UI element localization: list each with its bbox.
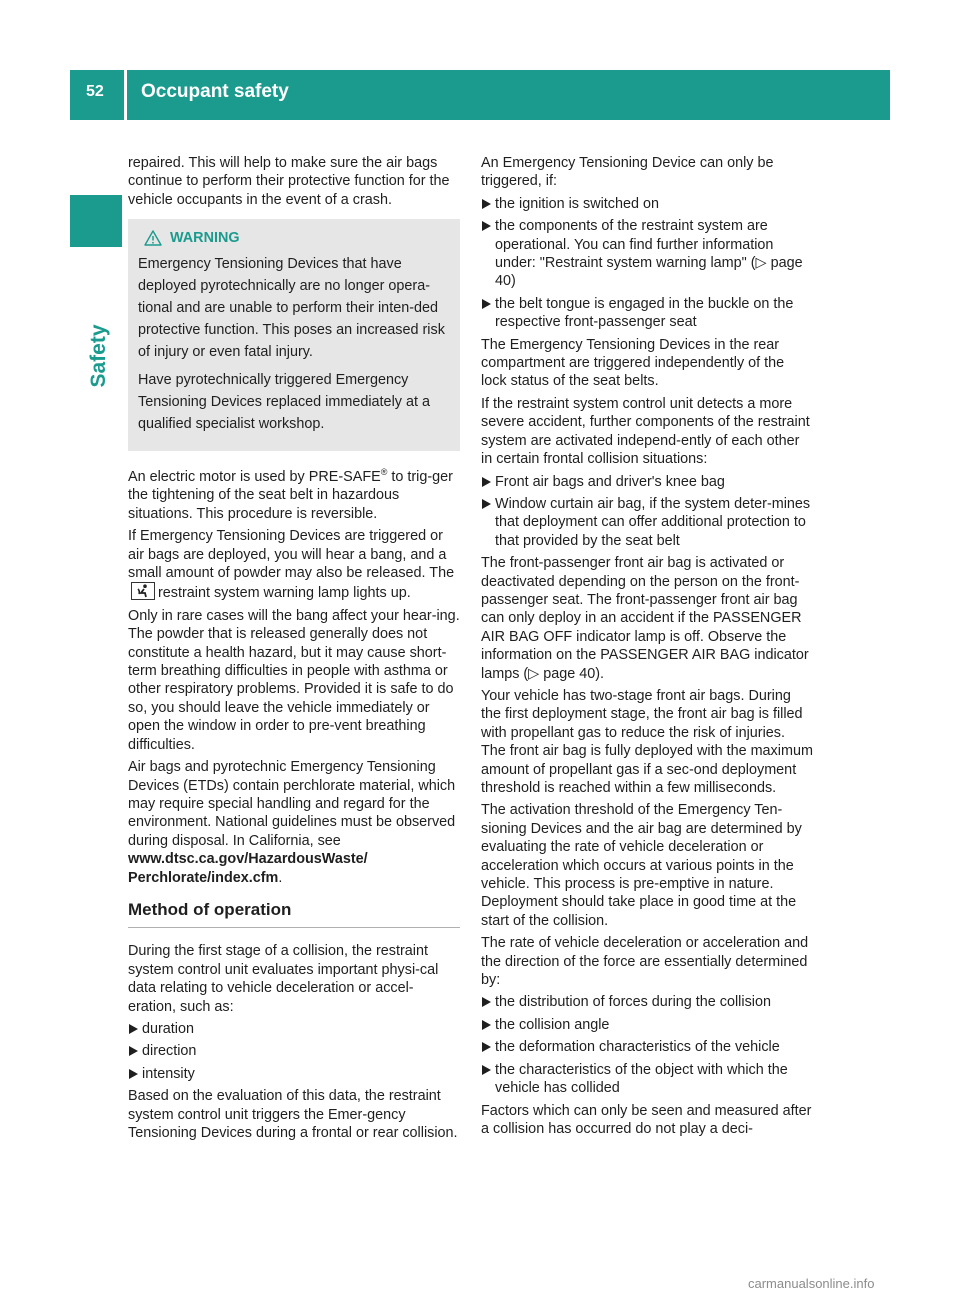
warning-header xyxy=(138,227,450,249)
list-item: the ignition is switched on xyxy=(481,195,813,213)
paragraph: An electric motor is used by PRE-SAFE® to trig-ger the tightening of the seat belt in hazardous situations. This procedure is reversible. xyxy=(128,467,453,522)
list-item: Window curtain air bag, if the system deter-mines that deployment can offer additional protection to that provided by the seat belt xyxy=(481,495,813,550)
paragraph: Air bags and pyrotechnic Emergency Tensioning Devices (ETDs) contain perchlorate material, which may require special handling and regard for the environment. National guidelines must be observed during disposal. In California, see www.dtsc.ca.gov/HazardousWaste/ Perchlorate/index.cfm. xyxy=(128,759,456,886)
list-item: the collision angle xyxy=(481,1016,813,1034)
side-label: Safety xyxy=(87,324,110,388)
list-item: the components of the restraint system are operational. You can find further information under: "Restraint system warning lamp" (▷ page 40) xyxy=(481,217,813,291)
bullet-list xyxy=(481,993,813,1097)
list-item: Front air bags and driver's knee bag xyxy=(481,473,813,491)
right-column xyxy=(481,154,813,1142)
section-heading: Method of operation xyxy=(128,901,460,928)
registered-mark: ® xyxy=(380,467,388,478)
bullet-list xyxy=(481,195,813,332)
paragraph: The activation threshold of the Emergency Ten-sioning Devices and the air bag are determined by evaluating the rate of vehicle deceleration or acceleration which occurs at various points in the vehicle. This process is pre-emptive in nature. Deployment should take place in good time at the start of the collision. xyxy=(481,802,802,929)
watermark: carmanualsonline.info xyxy=(748,1276,875,1291)
warning-triangle-icon xyxy=(144,230,162,246)
paragraph: Based on the evaluation of this data, the restraint system control unit triggers the Emer-gency Tensioning Devices during a frontal or rear collision. xyxy=(128,1088,458,1142)
paragraph: If the restraint system control unit detects a more severe accident, further components of the restraint system are activated independ-ently of each other in certain frontal collision situations: xyxy=(481,395,810,468)
warning-text: Have pyrotechnically triggered Emergency Tensioning Devices replaced immediately at a qualified specialist workshop. xyxy=(138,372,430,433)
bullet-list xyxy=(128,1020,460,1083)
side-tab-block xyxy=(70,195,122,247)
list-item: intensity xyxy=(128,1065,460,1083)
restraint-system-lamp-icon xyxy=(131,582,155,600)
bullet-list xyxy=(481,473,813,551)
paragraph: If Emergency Tensioning Devices are triggered or air bags are deployed, you will hear a bang, and a small amount of powder may also be released. The restraint system warning lamp lights up. xyxy=(128,528,455,602)
list-item: the characteristics of the object with which the vehicle has collided xyxy=(481,1061,813,1098)
paragraph: The Emergency Tensioning Devices in the rear compartment are triggered independently of the lock status of the seat belts. xyxy=(481,336,785,390)
list-item: the distribution of forces during the collision xyxy=(481,993,813,1011)
paragraph: Only in rare cases will the bang affect your hear-ing. The powder that is released generally does not constitute a health hazard, but it may cause short-term breathing difficulties in people with asthma or other respiratory problems. Provided it is safe to do so, you should leave the vehicle immediately or open the window in order to pre-vent breathing difficulties. xyxy=(128,607,460,753)
paragraph: The front-passenger front air bag is activated or deactivated depending on the person on the front-passenger seat. The front-passenger front air bag can only deploy in an accident if the PASSENGER AIR BAG OFF indicator lamp is off. Observe the information on the PASSENGER AIR BAG indicator lamps (▷ page 40). xyxy=(481,555,809,682)
paragraph: During the first stage of a collision, the restraint system control unit evaluates important physi-cal data relating to vehicle deceleration or accel-eration, such as: xyxy=(128,943,439,1015)
paragraph: repaired. This will help to make sure the air bags continue to perform their protective function for the vehicle occupants in the event of a crash. xyxy=(128,155,450,208)
header-divider xyxy=(124,70,127,120)
paragraph: Factors which can only be seen and measured after a collision has occurred do not play a deci- xyxy=(481,1102,812,1137)
warning-box xyxy=(128,219,460,451)
paragraph: The rate of vehicle deceleration or acceleration and the direction of the force are essentially determined by: xyxy=(481,935,809,989)
page-number: 52 xyxy=(86,83,104,100)
warning-text: Emergency Tensioning Devices that have deployed pyrotechnically are no longer opera-tional and are unable to perform their inten-ded protective function. This poses an increased risk of injury or even fatal injury. xyxy=(138,256,445,361)
list-item: direction xyxy=(128,1042,460,1060)
paragraph: Your vehicle has two-stage front air bags. During the first deployment stage, the front air bag is filled with propellant gas to reduce the risk of injuries. The front air bag is fully deployed with the maximum amount of propellant gas if a sec-ond deployment threshold is reached within a few milliseconds. xyxy=(481,687,813,796)
section-title: Occupant safety xyxy=(141,81,289,102)
method-block xyxy=(128,942,460,1142)
left-column xyxy=(128,154,460,1146)
web-link[interactable]: www.dtsc.ca.gov/HazardousWaste/ Perchlorate/index.cfm xyxy=(128,851,368,886)
paragraph: An Emergency Tensioning Device can only be triggered, if: xyxy=(481,155,774,190)
header-bar xyxy=(70,70,890,120)
warning-title: WARNING xyxy=(170,230,240,247)
list-item: duration xyxy=(128,1020,460,1038)
list-item: the belt tongue is engaged in the buckle on the respective front-passenger seat xyxy=(481,295,813,332)
list-item: the deformation characteristics of the vehicle xyxy=(481,1038,813,1056)
